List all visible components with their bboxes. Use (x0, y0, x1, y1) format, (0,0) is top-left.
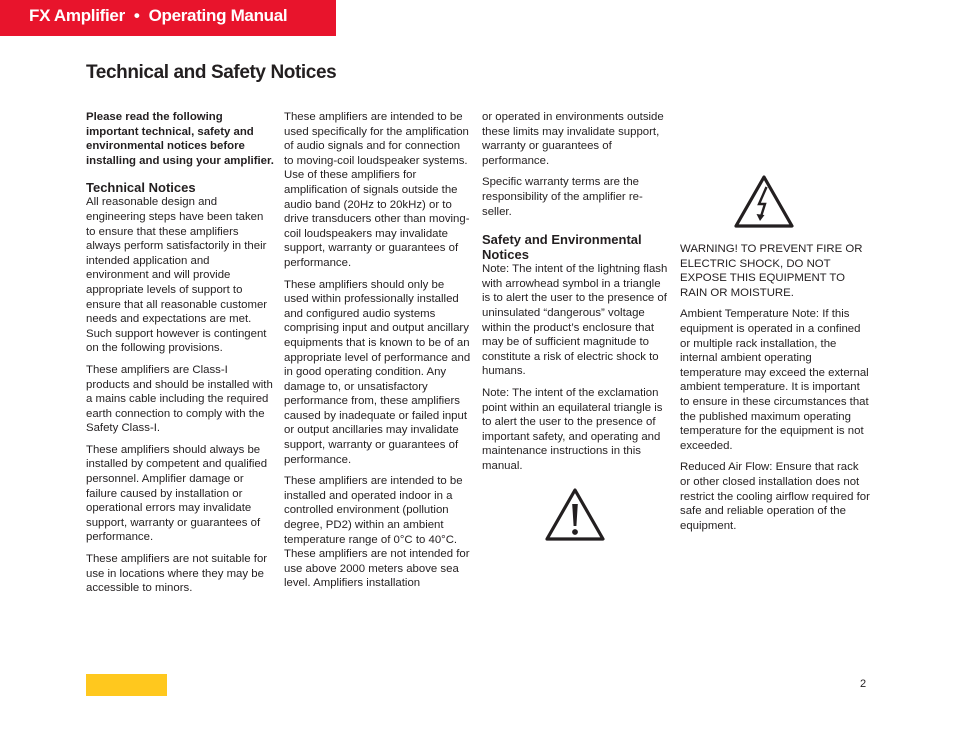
paragraph: or operated in environments outside these limits may invalidate support, warranty or guarantees of performance. (482, 111, 664, 167)
paragraph: Ambient Temperature Note: If this equipment is operated in a confined or multiple rack installation, the internal ambient operating temperature may exceed the external ambient temperature. It is important to ensure in these circumstances that the published maximum operating temperature for the equipment is not exceeded. (680, 308, 869, 452)
footer-accent-bar (86, 674, 167, 696)
header-separator: • (133, 6, 140, 25)
paragraph: Note: The intent of the exclamation point within an equilateral triangle is to alert the user to the presence of important safety, and operating and maintenance instructions in this manual. (482, 386, 663, 472)
column-4 (680, 110, 870, 540)
paragraph: These amplifiers are Class-I products and should be installed with a mains cable including the required earth connection to comply with the Safety Class-I. (86, 363, 273, 435)
header-title (29, 6, 287, 26)
paragraph: These amplifiers should always be installed by competent and qualified personnel. Amplifier damage or failure caused by installation or operational errors may invalidate support, warranty or guarantees of performance. (86, 443, 268, 544)
paragraph: Specific warranty terms are the responsibility of the amplifier re-seller. (482, 176, 643, 218)
safety-notices-heading: Safety and Environmental Notices (482, 232, 642, 263)
paragraph: All reasonable design and engineering steps have been taken to ensure that these amplifiers always perform satisfactorily in their intended application and environment and will provide appropriate levels of support to ensure that all reasonable customer needs and expectations are met. Such support however is contingent on the following provisions. (86, 196, 268, 355)
paragraph: These amplifiers should only be used within professionally installed and configured audio systems comprising input and output ancillary equipments that is known to be of an appropriate level of performance and in good operating condition. Any damage to, or unsatisfactory performance from, these amplifiers caused by inadequate or failed input or output ancillaries may invalidate support, warranty or guarantees of performance. (284, 278, 471, 466)
header-product: FX Amplifier (29, 6, 125, 25)
exclamation-triangle-icon (544, 487, 606, 543)
column-2 (284, 110, 472, 598)
paragraph: These amplifiers are intended to be installed and operated indoor in a controlled environment (pollution degree, PD2) within an ambient temperature range of 0°C to 40°C. These amplifiers are not intended for use above 2000 meters above sea level. Amplifiers installation (284, 475, 470, 590)
warning-paragraph: WARNING! TO PREVENT FIRE OR ELECTRIC SHOCK, DO NOT EXPOSE THIS EQUIPMENT TO RAIN OR MOISTURE. (680, 243, 863, 299)
paragraph: These amplifiers are intended to be used specifically for the amplification of audio signals and for connection to moving-coil loudspeaker systems. Use of these amplifiers for amplification of signals outside the audio band (20Hz to 20kHz) or to drive transducers other than moving-coil loudspeakers may invalidate support, warranty or guarantees of performance. (284, 111, 470, 269)
column-1 (86, 110, 274, 603)
page-title: Technical and Safety Notices (86, 62, 337, 83)
paragraph: These amplifiers are not suitable for use in locations where they may be accessible to minors. (86, 553, 268, 595)
intro-paragraph: Please read the following important technical, safety and environmental notices before installing and using your amplifier. (86, 111, 274, 167)
lightning-triangle-icon (733, 174, 795, 230)
technical-notices-heading: Technical Notices (86, 180, 196, 196)
column-3 (482, 110, 670, 543)
paragraph: Reduced Air Flow: Ensure that rack or other closed installation does not restrict the cooling airflow required for safe and reliable operation of the equipment. (680, 461, 870, 532)
page-number: 2 (860, 678, 867, 690)
paragraph: Note: The intent of the lightning flash with arrowhead symbol in a triangle is to alert the user to the presence of uninsulated “dangerous” voltage within the product’s enclosure that may be of sufficient magnitude to constitute a risk of electric shock to humans. (482, 263, 668, 378)
header-section: Operating Manual (148, 6, 288, 25)
